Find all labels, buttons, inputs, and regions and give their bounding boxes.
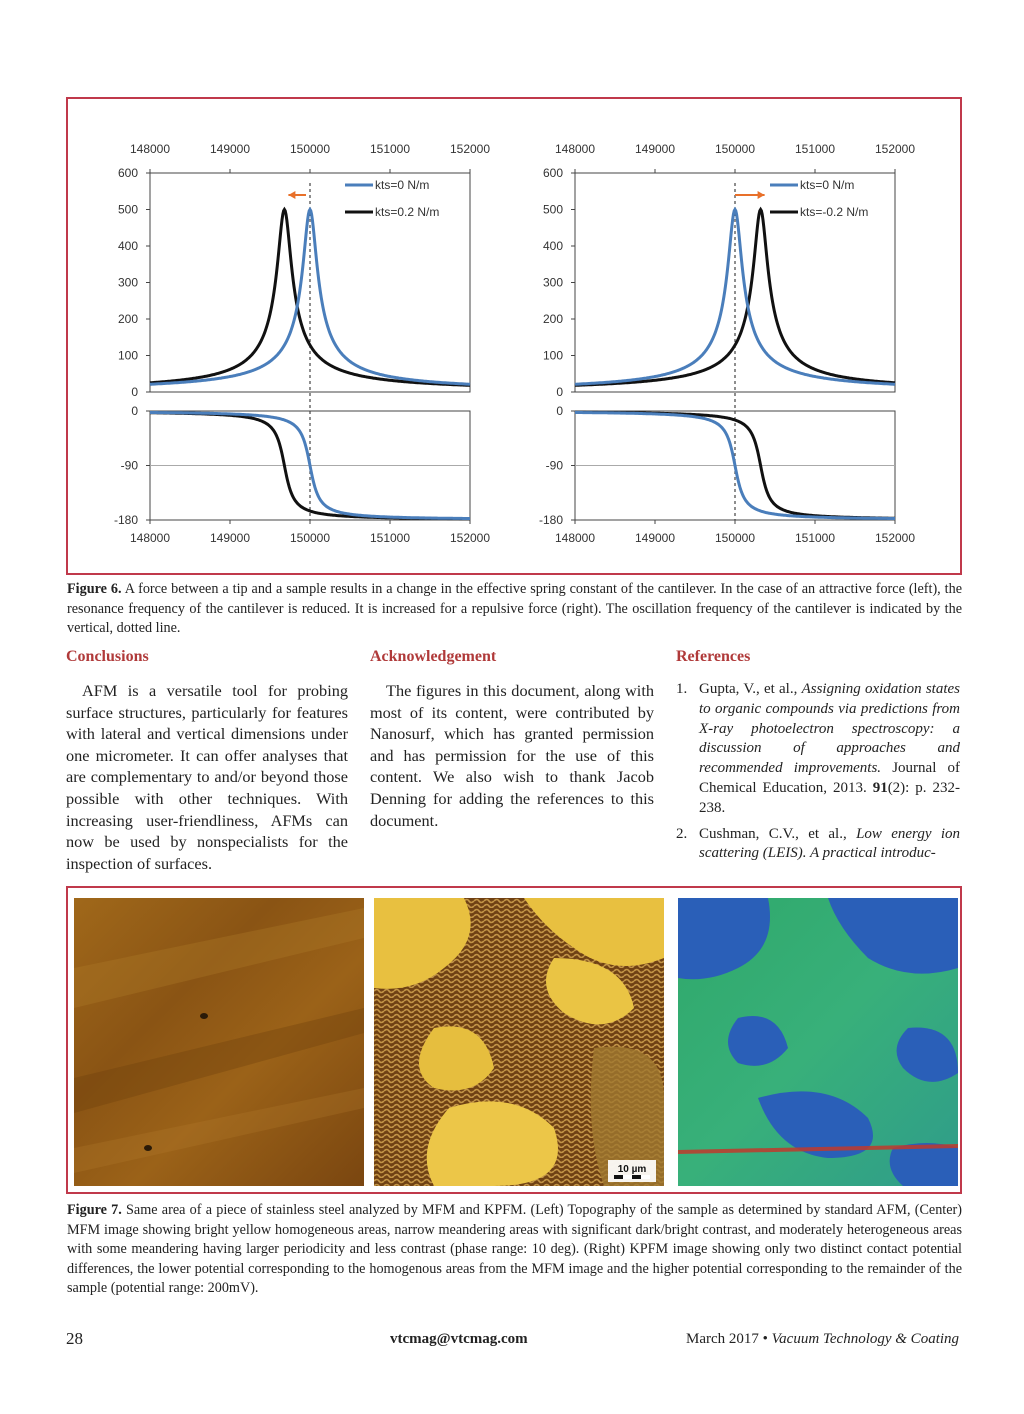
legend-label: kts=0 N/m xyxy=(375,178,430,192)
y-tick-label-amplitude: 600 xyxy=(117,166,138,180)
x-tick-label-top: 152000 xyxy=(874,142,916,156)
legend-label: kts=0.2 N/m xyxy=(375,205,440,219)
x-tick-label-bottom: 151000 xyxy=(794,531,836,545)
y-tick-label-amplitude: 200 xyxy=(117,312,138,326)
x-tick-label-top: 148000 xyxy=(129,142,171,156)
y-tick-label-amplitude: 400 xyxy=(117,239,138,253)
reference-number: 1. xyxy=(676,681,688,697)
figure-6-caption-label: Figure 6. xyxy=(67,581,122,597)
acknowledgement-text: The figures in this document, along with most of its content, were contributed by Nanosurf, which has granted permission and has permission for the use of this content. We also wish to thank Jacob Denning for adding the references to this document. xyxy=(370,681,654,830)
x-tick-label-top: 152000 xyxy=(449,142,491,156)
shift-arrow-head xyxy=(288,191,295,199)
conclusions-text: AFM is a versatile tool for probing surface structures, particularly for features with lateral and vertical dimensions under one micrometer. It can offer analyses that are complementary to and/or beyond those possible with other techniques. With increasing user-friendliness, AFMs can now be used by nonspecialists for the inspection of surfaces. xyxy=(66,681,348,873)
x-tick-label-top: 148000 xyxy=(554,142,596,156)
reference-item xyxy=(676,825,960,865)
reference-item xyxy=(676,680,960,819)
reference-journal: Journal of Chemical Education, 2013. xyxy=(699,760,960,796)
y-tick-label-phase: 0 xyxy=(131,404,138,418)
conclusions-heading: Conclusions xyxy=(66,648,149,665)
topography-image xyxy=(74,898,364,1186)
figure-6-caption-text: A force between a tip and a sample results in a change in the effective spring constant of the cantilever. In the case of an attractive force (left), the resonance frequency of the cantilever is reduced. It is increased for a repulsive force (right). The oscillation frequency of the cantilever is indicated by the vertical, dotted line. xyxy=(67,581,962,637)
figure-6 xyxy=(66,97,962,575)
x-tick-label-bottom: 150000 xyxy=(289,531,331,545)
x-tick-label-top: 151000 xyxy=(794,142,836,156)
x-tick-label-top: 150000 xyxy=(714,142,756,156)
footer-email: vtcmag@vtcmag.com xyxy=(390,1331,528,1347)
x-tick-label-top: 149000 xyxy=(209,142,251,156)
x-tick-label-bottom: 152000 xyxy=(449,531,491,545)
x-tick-label-bottom: 149000 xyxy=(634,531,676,545)
x-tick-label-bottom: 148000 xyxy=(129,531,171,545)
y-tick-label-amplitude: 200 xyxy=(542,312,563,326)
x-tick-label-top: 151000 xyxy=(369,142,411,156)
footer-bullet: • xyxy=(762,1331,768,1347)
scale-bar-label: 10 µm xyxy=(617,1164,647,1175)
reference-volume: 91 xyxy=(872,779,888,796)
footer-issue-date: March 2017 xyxy=(686,1331,759,1347)
y-tick-label-amplitude: 0 xyxy=(131,385,138,399)
figure-7 xyxy=(66,886,962,1194)
y-tick-label-amplitude: 300 xyxy=(117,275,138,290)
x-tick-label-bottom: 150000 xyxy=(714,531,756,545)
shift-arrow-head xyxy=(758,191,765,199)
references-section xyxy=(676,648,960,870)
x-tick-label-bottom: 152000 xyxy=(874,531,916,545)
y-tick-label-phase: -180 xyxy=(113,513,138,527)
legend-label: kts=-0.2 N/m xyxy=(800,205,869,219)
figure-7-caption xyxy=(67,1201,962,1299)
figure-6-charts xyxy=(68,99,960,573)
references-heading: References xyxy=(676,648,751,665)
figure-7-caption-text: Same area of a piece of stainless steel analyzed by MFM and KPFM. (Left) Topography of the sample as determined by standard AFM, (Center) MFM image showing bright yellow homogeneous areas, narrow meandering areas with significant dark/bright contrast, and moderately heterogeneous areas with some meandering having larger periodicity and less contrast (phase range: 10 deg). (Right) KPFM image showing only two distinct contact potential differences, the lower potential corresponding to the homogenous areas from the MFM image and the higher potential corresponding to the remainder of the sample (potential range: 200mV). xyxy=(67,1202,962,1297)
x-tick-label-top: 149000 xyxy=(634,142,676,156)
legend-label: kts=0 N/m xyxy=(800,178,855,192)
y-tick-label-phase: -180 xyxy=(538,513,563,527)
mfm-image xyxy=(374,898,664,1186)
reference-title: Low energy ion scattering (LEIS). A practical introduc- xyxy=(699,825,960,862)
reference-authors: Cushman, C.V., et al., xyxy=(699,825,847,842)
kpfm-image xyxy=(678,898,958,1186)
y-tick-label-phase: 0 xyxy=(556,404,563,418)
reference-title: Assigning oxidation states to organic compounds via predictions from X-ray photoelectron spectroscopy: a discussion of approaches and recommended improvements. xyxy=(699,681,960,777)
y-tick-label-amplitude: 600 xyxy=(542,166,563,180)
y-tick-label-amplitude: 300 xyxy=(542,275,563,290)
y-tick-label-amplitude: 400 xyxy=(542,239,563,253)
y-tick-label-amplitude: 500 xyxy=(542,202,563,217)
y-tick-label-phase: -90 xyxy=(545,458,563,473)
acknowledgement-heading: Acknowledgement xyxy=(370,648,497,665)
footer-issue xyxy=(686,1331,959,1348)
reference-pages: (2): p. 232-238. xyxy=(699,779,961,816)
y-tick-label-phase: -90 xyxy=(120,458,138,473)
reference-authors: Gupta, V., et al., xyxy=(699,681,798,697)
x-tick-label-bottom: 148000 xyxy=(554,531,596,545)
footer-publication: Vacuum Technology & Coating xyxy=(771,1331,960,1347)
acknowledgement-section xyxy=(370,648,654,831)
x-tick-label-bottom: 151000 xyxy=(369,531,411,545)
x-tick-label-bottom: 149000 xyxy=(209,531,251,545)
mfm-svg xyxy=(374,898,664,1186)
y-tick-label-amplitude: 100 xyxy=(542,348,563,363)
figure-7-caption-label: Figure 7. xyxy=(67,1202,122,1218)
y-tick-label-amplitude: 500 xyxy=(117,202,138,217)
x-tick-label-top: 150000 xyxy=(289,142,331,156)
y-tick-label-amplitude: 100 xyxy=(117,348,138,363)
y-tick-label-amplitude: 0 xyxy=(556,385,563,399)
reference-number: 2. xyxy=(676,825,688,842)
conclusions-section xyxy=(66,648,348,874)
figure-6-caption xyxy=(67,580,962,639)
kpfm-svg xyxy=(678,898,958,1186)
topography-svg xyxy=(74,898,364,1186)
page-number: 28 xyxy=(66,1329,83,1348)
